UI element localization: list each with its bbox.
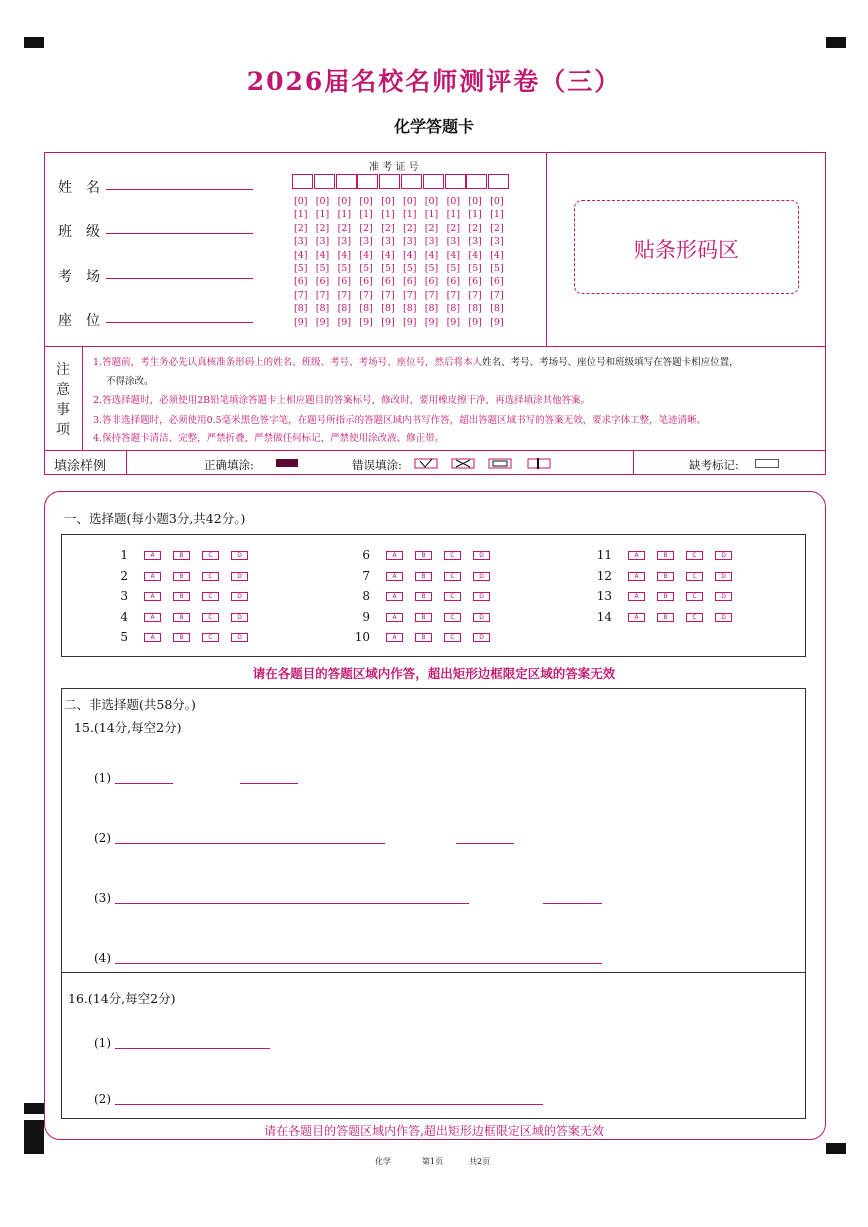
- exam-id-digit-bubble[interactable]: [4]: [381, 249, 395, 261]
- exam-id-digit-bubble[interactable]: [7]: [403, 289, 417, 301]
- exam-id-digit-bubble[interactable]: [9]: [490, 316, 504, 328]
- choice-option-bubble[interactable]: C: [444, 551, 461, 560]
- registration-mark-top-right: [826, 37, 846, 48]
- exam-id-digit-bubble[interactable]: [7]: [294, 289, 308, 301]
- choice-option-bubble[interactable]: A: [386, 592, 403, 601]
- exam-id-digit-bubble[interactable]: [2]: [446, 222, 461, 234]
- exam-id-digit-bubble[interactable]: [7]: [424, 289, 439, 301]
- exam-id-digit-bubble[interactable]: [0]: [359, 196, 373, 207]
- choice-option-bubble[interactable]: C: [202, 572, 219, 581]
- exam-id-digit-bubble[interactable]: [6]: [468, 276, 482, 288]
- exam-id-digit-bubble[interactable]: [4]: [424, 249, 439, 261]
- choice-option-bubble[interactable]: C: [686, 592, 703, 601]
- choice-option-bubble[interactable]: B: [415, 551, 432, 560]
- exam-id-digit-bubble[interactable]: [9]: [294, 316, 308, 328]
- choice-option-bubble[interactable]: B: [173, 572, 190, 581]
- region-warning-bottom: 请在各题目的答题区域内作答,超出矩形边框限定区域的答案无效: [264, 1124, 604, 1138]
- choice-question-number: 5: [120, 630, 128, 645]
- note-item: 不得涂改。: [106, 376, 154, 387]
- exam-id-digit-bubble[interactable]: [5]: [359, 263, 373, 274]
- exam-id-digit-bubble[interactable]: [2]: [468, 222, 482, 234]
- exam-id-digit-bubble[interactable]: [2]: [315, 222, 330, 234]
- exam-id-digit-bubble[interactable]: [7]: [359, 289, 373, 301]
- exam-id-digit-bubble[interactable]: [0]: [424, 196, 439, 207]
- card-subtitle: 化学答题卡: [393, 117, 474, 136]
- choice-option-bubble[interactable]: A: [628, 613, 645, 622]
- choice-option-bubble[interactable]: D: [231, 551, 248, 560]
- q16-title: 16.(14分,每空2分): [68, 991, 176, 1006]
- exam-id-digit-bubble[interactable]: [1]: [446, 209, 461, 221]
- q15-4-blank[interactable]: [115, 963, 602, 964]
- exam-id-digit-bubble[interactable]: [7]: [446, 289, 461, 301]
- choice-option-bubble[interactable]: D: [715, 613, 732, 622]
- barcode-label: 贴条形码区: [634, 238, 739, 262]
- choice-option-bubble[interactable]: A: [386, 551, 403, 560]
- region-warning: 请在各题目的答题区域内作答，超出矩形边框限定区域的答案无效: [252, 666, 616, 681]
- exam-id-digit-bubble[interactable]: [3]: [359, 236, 373, 248]
- exam-id-digit-bubble[interactable]: [4]: [403, 249, 417, 261]
- header-divider-sample: [44, 450, 826, 451]
- exam-id-digit-bubble[interactable]: [3]: [294, 236, 308, 248]
- exam-id-digit-bubble[interactable]: [9]: [424, 316, 439, 328]
- choice-option-bubble[interactable]: A: [144, 592, 161, 601]
- wrong-fill-samples: [414, 457, 554, 471]
- exam-id-digit-bubble[interactable]: [7]: [337, 289, 352, 301]
- exam-id-digit-bubble[interactable]: [6]: [315, 276, 330, 288]
- choice-option-bubble[interactable]: B: [415, 572, 432, 581]
- choice-option-bubble[interactable]: B: [173, 551, 190, 560]
- name-label: 姓 名: [58, 180, 100, 196]
- exam-id-digit-bubble[interactable]: [3]: [337, 236, 352, 248]
- fill-sample-divider-2: [633, 450, 634, 475]
- choice-option-bubble[interactable]: A: [144, 633, 161, 642]
- exam-id-digit-bubble[interactable]: [7]: [490, 289, 504, 301]
- notes-heading: [52, 360, 74, 440]
- exam-id-digit-bubble[interactable]: [1]: [424, 209, 439, 221]
- exam-id-digit-bubble[interactable]: [5]: [468, 263, 482, 274]
- choice-question-number: 2: [120, 568, 128, 583]
- choice-option-bubble[interactable]: B: [173, 633, 190, 642]
- exam-id-digit-bubble[interactable]: [3]: [315, 236, 330, 248]
- choice-option-bubble[interactable]: A: [144, 572, 161, 581]
- seat-field[interactable]: [106, 322, 253, 323]
- choice-option-bubble[interactable]: D: [473, 572, 490, 581]
- choice-question-number: 12: [596, 568, 612, 583]
- exam-id-digit-bubble[interactable]: [4]: [490, 249, 504, 261]
- exam-id-digit-bubble[interactable]: [1]: [315, 209, 330, 221]
- seat-label: 座 位: [58, 313, 100, 329]
- exam-id-digit-bubble[interactable]: [8]: [468, 303, 482, 315]
- exam-id-digit-bubble[interactable]: [5]: [490, 263, 504, 274]
- choice-question-number: 7: [362, 568, 370, 583]
- exam-id-digit-bubble[interactable]: [4]: [294, 249, 308, 261]
- choice-option-bubble[interactable]: C: [686, 572, 703, 581]
- fill-sample-divider-1: [126, 450, 127, 475]
- exam-id-digit-bubble[interactable]: [6]: [337, 276, 352, 288]
- choice-option-bubble[interactable]: A: [386, 572, 403, 581]
- exam-id-input-cell[interactable]: [314, 174, 335, 189]
- wrong-fill-label: 错误填涂:: [352, 458, 402, 472]
- exam-id-digit-bubble[interactable]: [9]: [315, 316, 330, 328]
- notes-heading-char: 意: [56, 382, 70, 398]
- choice-option-bubble[interactable]: C: [686, 551, 703, 560]
- notes-heading-divider: [82, 346, 83, 450]
- exam-id-digit-bubble[interactable]: [1]: [468, 209, 482, 221]
- choice-question-number: 3: [120, 589, 128, 604]
- choice-option-bubble[interactable]: D: [473, 551, 490, 560]
- notes-heading-char: 注: [56, 362, 70, 378]
- exam-id-digit-bubble[interactable]: [5]: [381, 263, 395, 274]
- exam-id-digit-bubble[interactable]: [5]: [424, 263, 439, 274]
- exam-id-digit-bubble[interactable]: [9]: [468, 316, 482, 328]
- exam-id-digit-bubble[interactable]: [9]: [337, 316, 352, 328]
- exam-id-digit-bubble[interactable]: [0]: [446, 196, 461, 207]
- choice-question-number: 13: [596, 589, 612, 604]
- choice-option-bubble[interactable]: D: [473, 633, 490, 642]
- exam-id-digit-bubble[interactable]: [5]: [403, 263, 417, 274]
- q15-3-blank-a[interactable]: [115, 903, 469, 904]
- note-item: 1.答题前，考生务必先认真核准条形码上的姓名、班级、考号、考场号、座位号，然后将本人姓名、考号、考场号、座位号和班级填写在答题卡相应位置，: [93, 357, 739, 368]
- choice-option-bubble[interactable]: B: [173, 613, 190, 622]
- choice-option-bubble[interactable]: B: [415, 592, 432, 601]
- absent-mark-box[interactable]: [755, 459, 779, 468]
- exam-id-digit-bubble[interactable]: [8]: [424, 303, 439, 315]
- exam-id-digit-bubble[interactable]: [8]: [337, 303, 352, 315]
- choice-option-bubble[interactable]: D: [231, 613, 248, 622]
- exam-id-digit-bubble[interactable]: [3]: [490, 236, 504, 248]
- choice-option-bubble[interactable]: A: [386, 633, 403, 642]
- choice-option-bubble[interactable]: C: [444, 613, 461, 622]
- exam-id-digit-bubble[interactable]: [2]: [403, 222, 417, 234]
- choice-option-bubble[interactable]: D: [231, 572, 248, 581]
- choice-option-bubble[interactable]: A: [144, 551, 161, 560]
- choice-option-bubble[interactable]: D: [231, 592, 248, 601]
- exam-id-digit-bubble[interactable]: [4]: [446, 249, 461, 261]
- exam-id-digit-bubble[interactable]: [1]: [337, 209, 352, 221]
- exam-id-digit-bubble[interactable]: [2]: [294, 222, 308, 234]
- q15-3-blank-b[interactable]: [543, 903, 602, 904]
- nonchoice-section-title: 二、非选择题(共58分。): [64, 697, 196, 712]
- q15-part-3-label: (3): [94, 891, 111, 905]
- exam-id-digit-bubble[interactable]: [3]: [468, 236, 482, 248]
- exam-id-digit-bubble[interactable]: [1]: [381, 209, 395, 221]
- choice-option-bubble[interactable]: B: [657, 572, 674, 581]
- exam-id-digit-bubble[interactable]: [3]: [381, 236, 395, 248]
- exam-id-digit-bubble[interactable]: [6]: [359, 276, 373, 288]
- choice-option-bubble[interactable]: B: [415, 613, 432, 622]
- exam-id-digit-bubble[interactable]: [8]: [446, 303, 461, 315]
- choice-option-bubble[interactable]: C: [202, 551, 219, 560]
- exam-id-digit-bubble[interactable]: [5]: [315, 263, 330, 274]
- exam-id-digit-bubble[interactable]: [9]: [359, 316, 373, 328]
- exam-id-digit-bubble[interactable]: [8]: [294, 303, 308, 315]
- q15-part-1-label: (1): [94, 771, 111, 785]
- exam-id-digit-bubble[interactable]: [6]: [403, 276, 417, 288]
- header-divider-notes: [44, 346, 826, 347]
- exam-id-digit-bubble[interactable]: [2]: [359, 222, 373, 234]
- exam-id-digit-bubble[interactable]: [2]: [424, 222, 439, 234]
- exam-id-input-cell[interactable]: [401, 174, 422, 189]
- class-label: 班 级: [58, 224, 100, 240]
- page-title: 2026届名校名师测评卷（三）: [246, 67, 622, 96]
- exam-id-digit-bubble[interactable]: [8]: [315, 303, 330, 315]
- choice-option-bubble[interactable]: C: [202, 613, 219, 622]
- choice-question-number: 9: [362, 609, 370, 624]
- choice-option-bubble[interactable]: D: [715, 572, 732, 581]
- exam-id-digit-bubble[interactable]: [4]: [468, 249, 482, 261]
- exam-id-digit-bubble[interactable]: [4]: [359, 249, 373, 261]
- q15-q16-divider: [61, 972, 806, 973]
- exam-id-digit-bubble[interactable]: [6]: [446, 276, 461, 288]
- q15-title: 15.(14分,每空2分): [74, 720, 182, 735]
- choice-option-bubble[interactable]: B: [657, 613, 674, 622]
- exam-id-digit-bubble[interactable]: [8]: [359, 303, 373, 315]
- exam-id-digit-bubble[interactable]: [4]: [315, 249, 330, 261]
- footer-subject: 化学: [375, 1157, 391, 1166]
- exam-id-digit-bubble[interactable]: [2]: [381, 222, 395, 234]
- exam-id-input-cell[interactable]: [357, 174, 378, 189]
- exam-id-digit-bubble[interactable]: [6]: [294, 276, 308, 288]
- exam-id-digit-bubble[interactable]: [8]: [490, 303, 504, 315]
- exam-id-digit-bubble[interactable]: [0]: [468, 196, 482, 207]
- q15-1-blank-a[interactable]: [115, 783, 173, 784]
- name-field[interactable]: [106, 189, 253, 190]
- choice-option-bubble[interactable]: C: [444, 633, 461, 642]
- choice-option-bubble[interactable]: A: [628, 551, 645, 560]
- q16-1-blank[interactable]: [115, 1048, 270, 1049]
- notes-heading-char: 项: [56, 422, 70, 438]
- q15-2-blank-a[interactable]: [115, 843, 385, 844]
- choice-option-bubble[interactable]: D: [473, 592, 490, 601]
- choice-option-bubble[interactable]: C: [202, 633, 219, 642]
- footer-total: 共2页: [469, 1157, 491, 1166]
- choice-option-bubble[interactable]: A: [628, 592, 645, 601]
- choice-option-bubble[interactable]: B: [415, 633, 432, 642]
- exam-id-digit-bubble[interactable]: [0]: [381, 196, 395, 207]
- exam-id-digit-bubble[interactable]: [6]: [381, 276, 395, 288]
- exam-id-digit-bubble[interactable]: [7]: [468, 289, 482, 301]
- header-divider-vertical: [546, 152, 547, 346]
- choice-option-bubble[interactable]: C: [686, 613, 703, 622]
- choice-option-bubble[interactable]: A: [386, 613, 403, 622]
- exam-room-field[interactable]: [106, 278, 253, 279]
- exam-id-digit-bubble[interactable]: [0]: [315, 196, 330, 207]
- choice-option-bubble[interactable]: A: [144, 613, 161, 622]
- choice-option-bubble[interactable]: C: [444, 572, 461, 581]
- exam-id-digit-bubble[interactable]: [8]: [381, 303, 395, 315]
- exam-id-digit-bubble[interactable]: [5]: [337, 263, 352, 274]
- choice-question-number: 8: [362, 589, 370, 604]
- q15-part-2-label: (2): [94, 831, 111, 845]
- choice-question-number: 4: [120, 609, 128, 624]
- wrong-fill-partial: [489, 459, 511, 468]
- notes-heading-char: 事: [56, 402, 70, 418]
- exam-id-input-cell[interactable]: [488, 174, 509, 189]
- choice-question-number: 6: [362, 548, 370, 562]
- exam-id-digit-bubble[interactable]: [1]: [403, 209, 417, 221]
- q15-1-blank-b[interactable]: [240, 783, 298, 784]
- exam-id-digit-bubble[interactable]: [1]: [294, 209, 308, 221]
- exam-id-digit-bubble[interactable]: [1]: [359, 209, 373, 221]
- correct-fill-sample: [276, 459, 298, 467]
- choice-question-number: 10: [354, 630, 370, 645]
- choice-option-bubble[interactable]: D: [715, 592, 732, 601]
- choice-option-bubble[interactable]: B: [173, 592, 190, 601]
- exam-id-digit-bubble[interactable]: [2]: [490, 222, 504, 234]
- note-item: 4.保持答题卡清洁、完整，严禁折叠，严禁做任何标记，严禁使用涂改液、修正带。: [93, 433, 445, 444]
- exam-id-digit-bubble[interactable]: [5]: [446, 263, 461, 274]
- exam-id-digit-bubble[interactable]: [6]: [490, 276, 504, 288]
- choice-option-bubble[interactable]: B: [657, 592, 674, 601]
- q15-2-blank-b[interactable]: [456, 843, 514, 844]
- exam-id-digit-bubble[interactable]: [9]: [446, 316, 461, 328]
- class-field[interactable]: [106, 233, 253, 234]
- choice-section-title: 一、选择题(每小题3分,共42分。): [64, 511, 246, 526]
- correct-fill-label: 正确填涂:: [204, 458, 254, 472]
- choice-option-bubble[interactable]: D: [231, 633, 248, 642]
- exam-id-input-cell[interactable]: [423, 174, 444, 189]
- exam-id-digit-bubble[interactable]: [2]: [337, 222, 352, 234]
- choice-option-bubble[interactable]: D: [715, 551, 732, 560]
- note-item: 3.答非选择题时，必须使用0.5毫米黑色签字笔，在题号所指示的答题区域内书写作答，超出答题区域书写的答案无效，要求字体工整，笔迹清晰。: [93, 415, 707, 426]
- exam-id-digit-bubble[interactable]: [9]: [381, 316, 395, 328]
- q16-2-blank[interactable]: [115, 1104, 543, 1105]
- exam-id-digit-bubble[interactable]: [3]: [403, 236, 417, 248]
- q16-part-2-label: (2): [94, 1092, 111, 1106]
- exam-id-input-cell[interactable]: [466, 174, 487, 189]
- exam-id-digit-bubble[interactable]: [0]: [294, 196, 308, 207]
- wrong-fill-check: [415, 459, 437, 468]
- exam-id-digit-bubble[interactable]: [0]: [337, 196, 352, 207]
- choice-option-bubble[interactable]: C: [444, 592, 461, 601]
- exam-id-digit-bubble[interactable]: [8]: [403, 303, 417, 315]
- exam-id-digit-bubble[interactable]: [3]: [424, 236, 439, 248]
- exam-id-digit-bubble[interactable]: [7]: [315, 289, 330, 301]
- exam-id-digit-bubble[interactable]: [1]: [490, 209, 504, 221]
- choice-question-number: 14: [596, 609, 612, 624]
- footer-page: 第1页: [422, 1157, 444, 1166]
- registration-mark-bottom-right: [826, 1143, 846, 1154]
- choice-option-bubble[interactable]: D: [473, 613, 490, 622]
- exam-id-digit-bubble[interactable]: [7]: [381, 289, 395, 301]
- exam-id-input-cell[interactable]: [379, 174, 400, 189]
- exam-id-digit-bubble[interactable]: [9]: [403, 316, 417, 328]
- choice-option-bubble[interactable]: C: [202, 592, 219, 601]
- exam-id-digit-bubble[interactable]: [3]: [446, 236, 461, 248]
- choice-question-number: 11: [596, 548, 612, 562]
- exam-id-digit-bubble[interactable]: [4]: [337, 249, 352, 261]
- choice-option-bubble[interactable]: A: [628, 572, 645, 581]
- exam-id-digit-bubble[interactable]: [6]: [424, 276, 439, 288]
- exam-id-digit-bubble[interactable]: [0]: [403, 196, 417, 207]
- registration-mark-left-1: [24, 1103, 44, 1114]
- absent-label: 缺考标记:: [689, 458, 739, 472]
- q15-part-4-label: (4): [94, 951, 111, 965]
- note-item: 2.答选择题时，必须使用2B铅笔填涂答题卡上相应题目的答案标号，修改时，要用橡皮擦干净，再选择填涂其他答案。: [93, 395, 591, 406]
- exam-id-digit-bubble[interactable]: [5]: [294, 263, 308, 274]
- choice-option-bubble[interactable]: B: [657, 551, 674, 560]
- fill-sample-label: 填涂样例: [54, 459, 107, 474]
- exam-id-digit-bubble[interactable]: [0]: [490, 196, 504, 207]
- exam-room-label: 考 场: [58, 269, 100, 285]
- q16-part-1-label: (1): [94, 1036, 111, 1050]
- exam-id-input-cell[interactable]: [445, 174, 466, 189]
- exam-id-input-cell[interactable]: [336, 174, 357, 189]
- exam-id-label: 准 考 证 号: [369, 162, 419, 173]
- registration-mark-top-left: [24, 37, 44, 48]
- choice-question-number: 1: [120, 548, 128, 562]
- exam-id-input-cell[interactable]: [292, 174, 313, 189]
